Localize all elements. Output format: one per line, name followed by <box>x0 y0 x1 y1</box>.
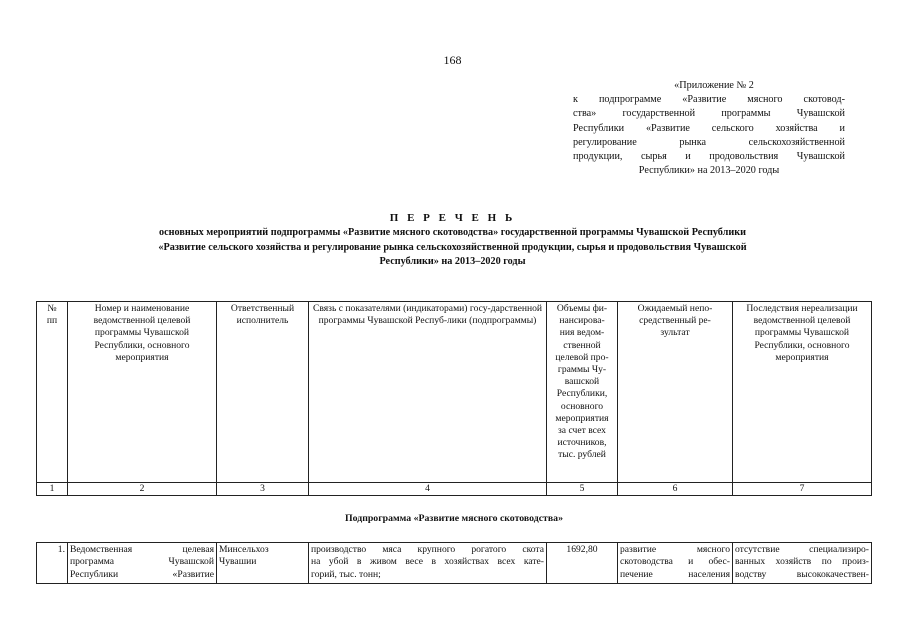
row-result-line: развитие мясного <box>620 544 730 556</box>
row-executor-line: Чувашии <box>219 556 257 568</box>
row-executor <box>217 543 309 584</box>
row-program-name-line: Республики «Развитие <box>70 568 214 580</box>
appendix-line-6: продукции, сырья и продовольствия Чувашской <box>573 151 845 163</box>
row-program-name-line: программа Чувашской <box>70 556 214 568</box>
row-link-line: горий, тыс. тонн; <box>311 568 381 580</box>
header-funding-volume: Объемы фи-нансирова-ния ведом-ственной целевой про-граммы Чу-вашской Республики, основного мероприятия за счет всех источников, тыс. рублей <box>547 302 618 483</box>
column-number: 5 <box>547 483 618 496</box>
row-consequence-line: ванных хозяйств по произ- <box>735 556 869 568</box>
appendix-line-5: регулирование рынка сельскохозяйственной <box>573 136 845 148</box>
row-number: 1. <box>37 543 68 584</box>
appendix-line-4: Республики «Развитие сельского хозяйства и <box>573 122 845 134</box>
row-result-line: печение населения <box>620 568 730 580</box>
document-title: П Е Р Е Ч Е Н Ь <box>389 212 516 224</box>
appendix-line-3: ства» государственной программы Чувашской <box>573 108 845 120</box>
section-row <box>37 496 872 543</box>
row-link-line: на убой в живом весе в хозяйствах всех кате- <box>311 556 544 568</box>
header-program-name: Номер и наименование ведомственной целевой программы Чувашской Республики, основного мероприятия <box>68 302 217 483</box>
column-number: 4 <box>309 483 547 496</box>
row-consequences <box>733 543 872 584</box>
row-consequence-line: водству высококачествен- <box>735 568 869 580</box>
appendix-line-7: Республики» на 2013–2020 годы <box>638 165 780 177</box>
column-number: 2 <box>68 483 217 496</box>
row-program-name <box>68 543 217 584</box>
table-row <box>37 543 872 584</box>
subtitle-line-1: основных мероприятий подпрограммы «Развитие мясного скотоводства» государственной программы Чувашской Республики <box>159 227 746 238</box>
row-result-line: скотоводства и обес- <box>620 556 730 568</box>
column-number: 6 <box>618 483 733 496</box>
header-expected-result: Ожидаемый непо-средственный ре-зультат <box>618 302 733 483</box>
column-number: 7 <box>733 483 872 496</box>
section-title: Подпрограмма «Развитие мясного скотоводства» <box>37 496 872 543</box>
row-link-line: производство мяса крупного рогатого скота <box>311 544 544 556</box>
header-number: № пп <box>37 302 68 483</box>
row-consequence-line: отсутствие специализиро- <box>735 544 869 556</box>
document-subtitle <box>60 226 845 270</box>
header-consequences: Последствия нереализации ведомственной целевой программы Чувашской Республики, основного мероприятия <box>733 302 872 483</box>
row-program-name-line: Ведомственная целевая <box>70 544 214 556</box>
row-expected-result <box>618 543 733 584</box>
subtitle-line-2: «Развитие сельского хозяйства и регулирование рынка сельскохозяйственной продукции, сырья и продовольствия Чувашской <box>158 241 747 253</box>
column-number: 1 <box>37 483 68 496</box>
row-indicators-link <box>309 543 547 584</box>
appendix-line-2: к подпрограмме «Развитие мясного скотовод- <box>573 94 845 106</box>
column-number: 3 <box>217 483 309 496</box>
table-header-row <box>37 302 872 483</box>
appendix-note <box>573 79 845 178</box>
measures-table <box>36 301 872 584</box>
row-executor-line: Минсельхоз <box>219 544 269 556</box>
header-indicators-link: Связь с показателями (индикаторами) госу-дарственной программы Чувашской Респуб-лики (подпрограммы) <box>309 302 547 483</box>
subtitle-line-3: Республики» на 2013–2020 годы <box>379 256 526 267</box>
page-number: 168 <box>443 53 462 67</box>
header-executor: Ответственный исполнитель <box>217 302 309 483</box>
row-funding-volume: 1692,80 <box>547 543 618 584</box>
column-numbers-row <box>37 483 872 496</box>
appendix-line-1: «Приложение № 2 <box>674 80 754 91</box>
